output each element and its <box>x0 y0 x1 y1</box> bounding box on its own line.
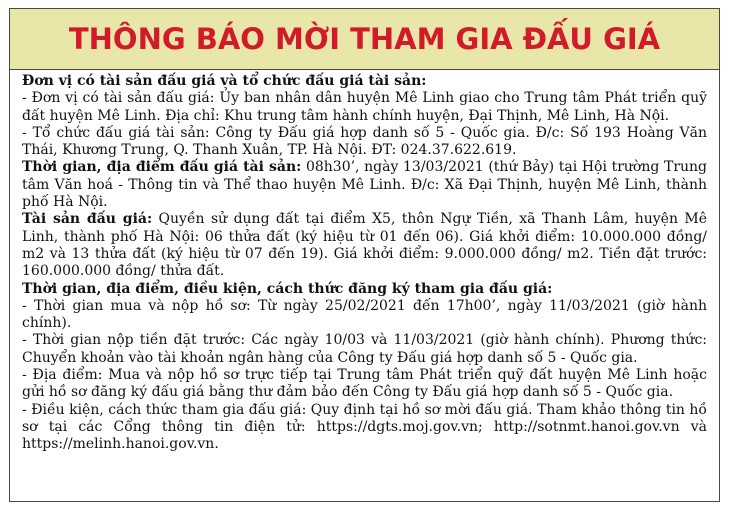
deposit-time-line: - Thời gian nộp tiền đặt trước: Các ngày 10/03 và 11/03/2021 (giờ hành chính). Phương thức: Chuyển khoản vào tài khoản ngân hàng của Công ty Đấu giá hợp danh số 5 - Quốc gia. <box>22 332 707 366</box>
auction-asset-label: Tài sản đấu giá: <box>22 211 153 228</box>
registration-heading: Thời gian, địa điểm, điều kiện, cách thức đăng ký tham gia đấu giá: <box>22 280 553 297</box>
auction-organizer-line: - Tổ chức đấu giá tài sản: Công ty Đấu giá hợp danh số 5 - Quốc gia. Đ/c: Số 193 Hoàng Văn Thái, Khương Trung, Q. Thanh Xuân, TP. Hà Nội. ĐT: 024.37.622.619. <box>22 124 707 159</box>
asset-owner-heading: Đơn vị có tài sản đấu giá và tổ chức đấu giá tài sản: <box>22 73 427 89</box>
asset-owner-line: - Đơn vị có tài sản đấu giá: Ủy ban nhân dân huyện Mê Linh giao cho Trung tâm Phát triển quỹ đất huyện Mê Linh. Địa chỉ: Khu trung tâm hành chính huyện, Đại Thịnh, Mê Linh, Hà Nội. <box>22 90 707 124</box>
registration-time-line: - Thời gian mua và nộp hồ sơ: Từ ngày 25/02/2021 đến 17h00’, ngày 11/03/2021 (giờ hành chính). <box>22 297 707 332</box>
notice-title: THÔNG BÁO MỜI THAM GIA ĐẤU GIÁ <box>68 22 661 56</box>
auction-time-place-label: Thời gian, địa điểm đấu giá tài sản: <box>22 159 302 176</box>
auction-asset-text: Quyền sử dụng đất tại điểm X5, thôn Ngự Tiền, xã Thanh Lâm, huyện Mê Linh, thành phố Hà Nội: 06 thửa đất (ký hiệu từ 01 đến 06). Giá khởi điểm: 10.000.000 đồng/ m2 và 13 thửa đất (ký hiệu từ 07 đến 19). Giá khởi điểm: 9.000.000 đồng/ m2. Tiền đặt trước: 160.000.000 đồng/ thửa đất. <box>22 211 707 280</box>
auction-time-place <box>22 159 707 211</box>
title-banner <box>9 8 720 70</box>
auction-asset <box>22 211 707 280</box>
registration-conditions-line: - Điều kiện, cách thức tham gia đấu giá: Quy định tại hồ sơ mời đấu giá. Tham khảo thông tin hồ sơ tại các Cổng thông tin điện tử: https://dgts.moj.gov.vn; http://sotnmt.hanoi.gov.vn và https://melinh.hanoi.gov.vn. <box>22 401 707 453</box>
registration-place-line: - Địa điểm: Mua và nộp hồ sơ trực tiếp tại Trung tâm Phát triển quỹ đất huyện Mê Linh hoặc gửi hồ sơ đăng ký đấu giá bằng thư đảm bảo đến Công ty Đấu giá hợp danh số 5 - Quốc gia. <box>22 367 707 401</box>
notice-body <box>9 70 720 502</box>
auction-time-place-text: 08h30’, ngày 13/03/2021 (thứ Bảy) tại Hội trường Trung tâm Văn hoá - Thông tin và Thể thao huyện Mê Linh. Đ/c: Xã Đại Thịnh, huyện Mê Linh, thành phố Hà Nội. <box>22 159 708 211</box>
